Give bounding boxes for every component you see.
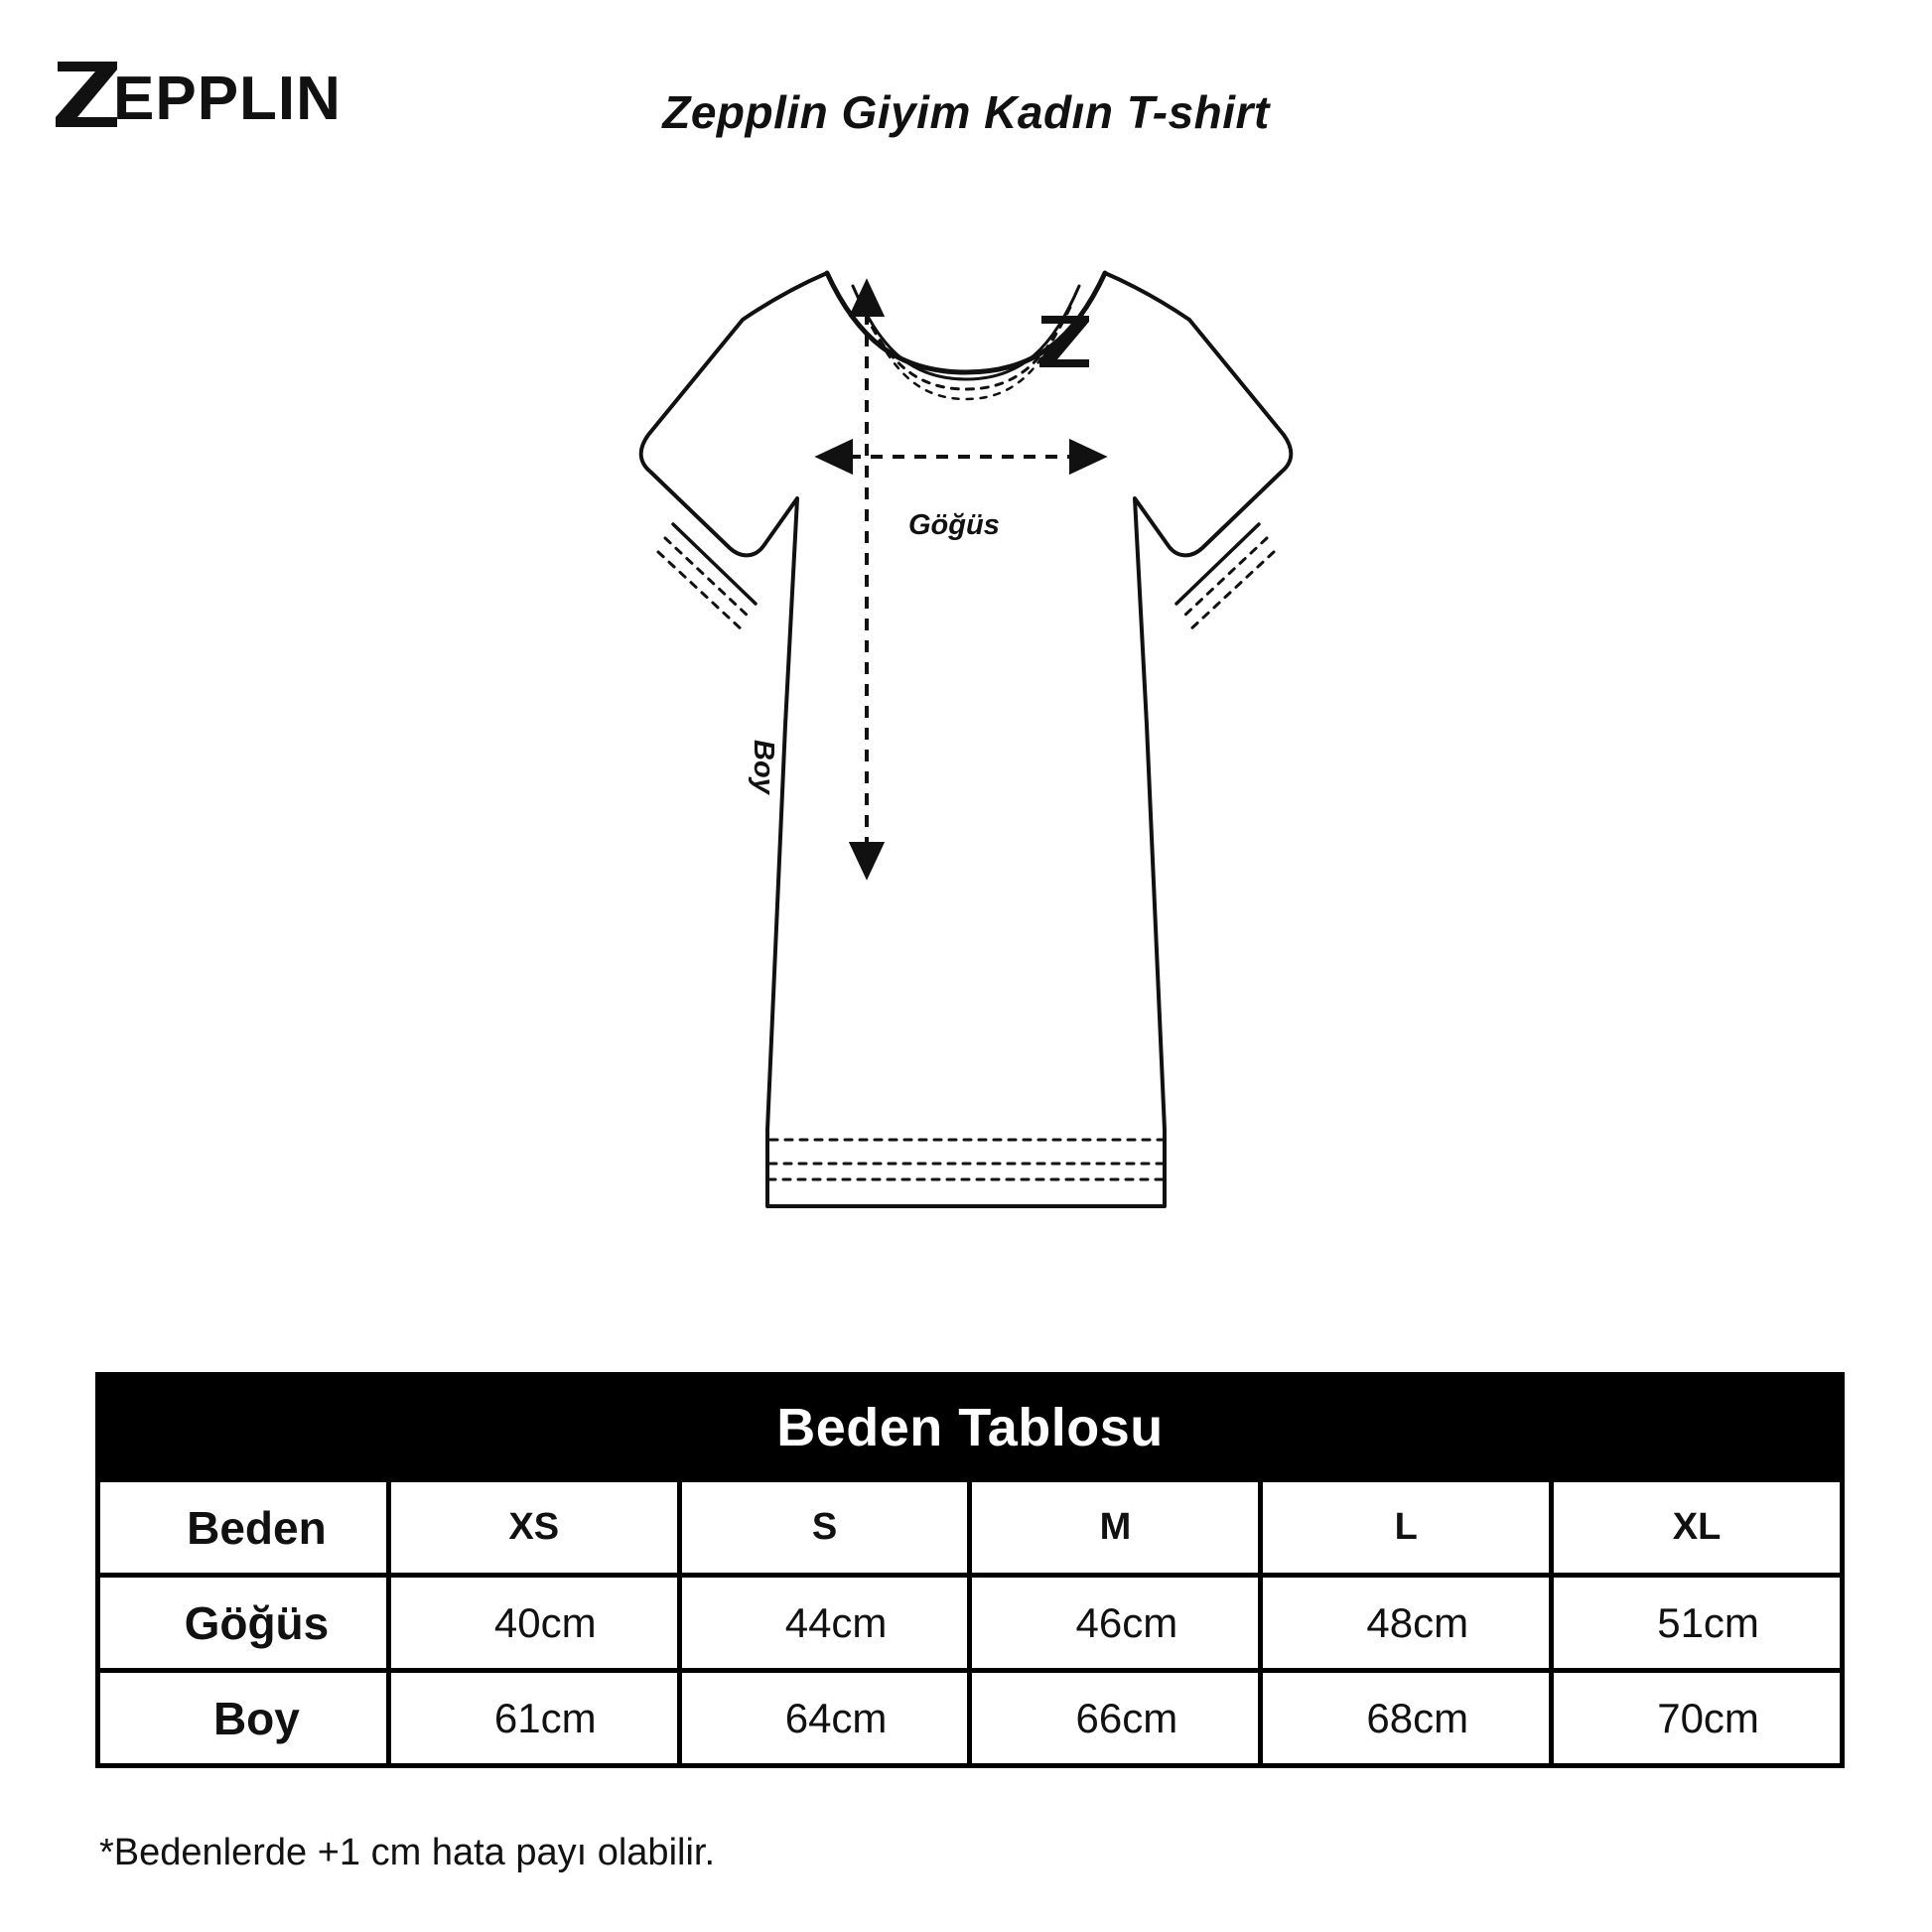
cell-gogus-s: 44cm bbox=[679, 1576, 970, 1671]
header-cell-l: L bbox=[1261, 1480, 1552, 1576]
table-title-row bbox=[98, 1375, 1843, 1480]
tolerance-note: *Bedenlerde +1 cm hata payı olabilir. bbox=[99, 1832, 716, 1873]
table-header-row bbox=[98, 1480, 1843, 1576]
page-title bbox=[0, 85, 1932, 139]
cell-gogus-m: 46cm bbox=[970, 1576, 1261, 1671]
table-title: Beden Tablosu bbox=[98, 1375, 1843, 1480]
cell-gogus-xl: 51cm bbox=[1552, 1576, 1843, 1671]
row-label-gogus: Göğüs bbox=[98, 1576, 389, 1671]
table-row bbox=[98, 1671, 1843, 1766]
cell-boy-xs: 61cm bbox=[388, 1671, 679, 1766]
header-cell-s: S bbox=[679, 1480, 970, 1576]
table-row bbox=[98, 1576, 1843, 1671]
cell-boy-xl: 70cm bbox=[1552, 1671, 1843, 1766]
cell-boy-s: 64cm bbox=[679, 1671, 970, 1766]
header-cell-xl: XL bbox=[1552, 1480, 1843, 1576]
page-title-bold: Kadın T-shirt bbox=[984, 86, 1270, 138]
cell-gogus-xs: 40cm bbox=[388, 1576, 679, 1671]
size-table bbox=[95, 1372, 1845, 1768]
chest-measure-label: Göğüs bbox=[908, 509, 1000, 541]
page-title-light: Zepplin Giyim bbox=[662, 86, 985, 138]
length-measure-label: Boy bbox=[748, 740, 779, 794]
cell-boy-l: 68cm bbox=[1261, 1671, 1552, 1766]
row-label-boy: Boy bbox=[98, 1671, 389, 1766]
cell-gogus-l: 48cm bbox=[1261, 1576, 1552, 1671]
tshirt-illustration bbox=[0, 169, 1932, 1350]
cell-boy-m: 66cm bbox=[970, 1671, 1261, 1766]
header-cell-xs: XS bbox=[388, 1480, 679, 1576]
length-arrow bbox=[852, 283, 882, 876]
header-cell-m: M bbox=[970, 1480, 1261, 1576]
header-cell-beden: Beden bbox=[98, 1480, 389, 1576]
svg-text:EPPLIN: EPPLIN bbox=[113, 65, 342, 133]
chest-arrow bbox=[819, 442, 1103, 472]
